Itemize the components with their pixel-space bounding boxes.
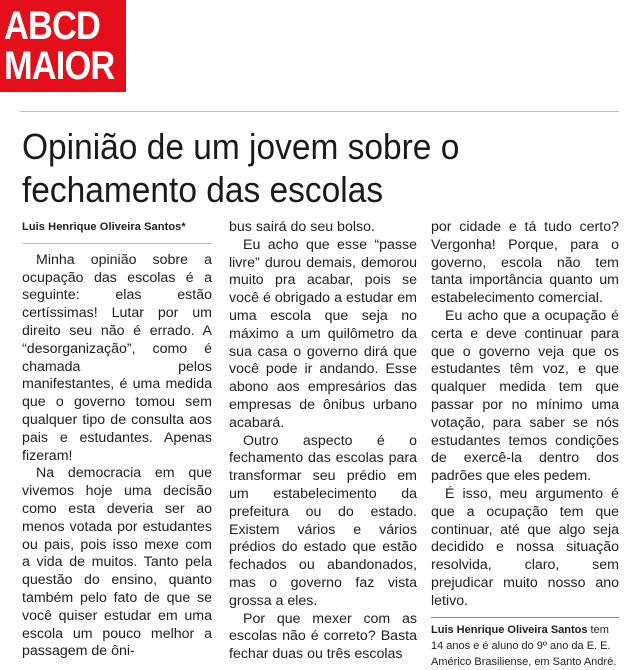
article-paragraph: Por que mexer com as escolas não é correto? Basta fechar duas ou três escolas <box>229 610 417 663</box>
headline-line-2: fechamento das escolas <box>22 169 384 210</box>
article-column-1 <box>22 219 212 661</box>
article-column-2 <box>229 219 417 664</box>
article-paragraph: Eu acho que esse “passe livre” durou demais, demorou muito pra acabar, pois se você é obrigado a estudar em uma escola que seja no máximo a um quilômetro da sua casa o governo dirá que você pode ir andando. Esse abono aos empresários das empresas de ônibus urbano acabará. <box>229 236 417 431</box>
logo-line-1: ABCD <box>4 4 100 48</box>
logo-line-2: MAIOR <box>4 44 115 88</box>
headline-line-1: Opinião de um jovem sobre o <box>22 126 460 167</box>
article-paragraph: Minha opinião sobre a ocupação das escolas é a seguinte: elas estão certíssimas! Lutar por um direito seu não é errado. A “desorganização”, como é chamada pelos manifestantes, é uma medida que o governo tomou sem qualquer tipo de consulta aos pais e estudantes. Apenas fizeram! <box>22 251 212 464</box>
article-paragraph-continued: por cidade e tá tudo certo? Vergonha! Porque, para o governo, escola não tem tanta importância quanto um estabelecimento comercial. <box>431 219 619 307</box>
article-column-3 <box>431 219 619 670</box>
byline: Luis Henrique Oliveira Santos* <box>22 219 212 244</box>
article-headline <box>22 125 580 211</box>
author-bio-text: tem 14 anos e é aluno do 9º ano da E. E. Américo Brasiliense, em Santo André. <box>431 623 617 668</box>
newspaper-logo <box>0 0 126 92</box>
header-divider <box>20 111 619 112</box>
author-bio-name: Luis Henrique Oliveira Santos <box>431 623 588 636</box>
article-paragraph: É isso, meu argumento é que a ocupação tem que continuar, até que algo seja decidido e nossa situação resolvida, claro, sem prejudicar muito nosso ano letivo. <box>431 485 619 609</box>
article-paragraph: Outro aspecto é o fechamento das escolas para transformar seu prédio em um estabelecimento da prefeitura ou do estado. Existem vários e vários prédios do estado que estão fechados ou abandonados, mas o governo faz vista grossa a eles. <box>229 432 417 609</box>
article-paragraph: Na democracia em que vivemos hoje uma decisão como esta deveria ser ao menos votada por estudantes ou pais, pois isso mexe com a vida de muitos. Tanto pela questão do ensino, quanto também pelo fato de que se você quiser estudar em uma escola um pouco melhor a passagem de ôni- <box>22 465 212 660</box>
author-bio <box>431 617 619 670</box>
article-paragraph: Eu acho que a ocupação é certa e deve continuar para que o governo veja que os estudantes têm voz, e que qualquer medida tem que passar por no mínimo uma votação, para saber se nós estudantes temos condições de exercê-la dentro dos padrões que eles pedem. <box>431 307 619 485</box>
article-paragraph-continued: bus sairá do seu bolso. <box>229 219 375 235</box>
